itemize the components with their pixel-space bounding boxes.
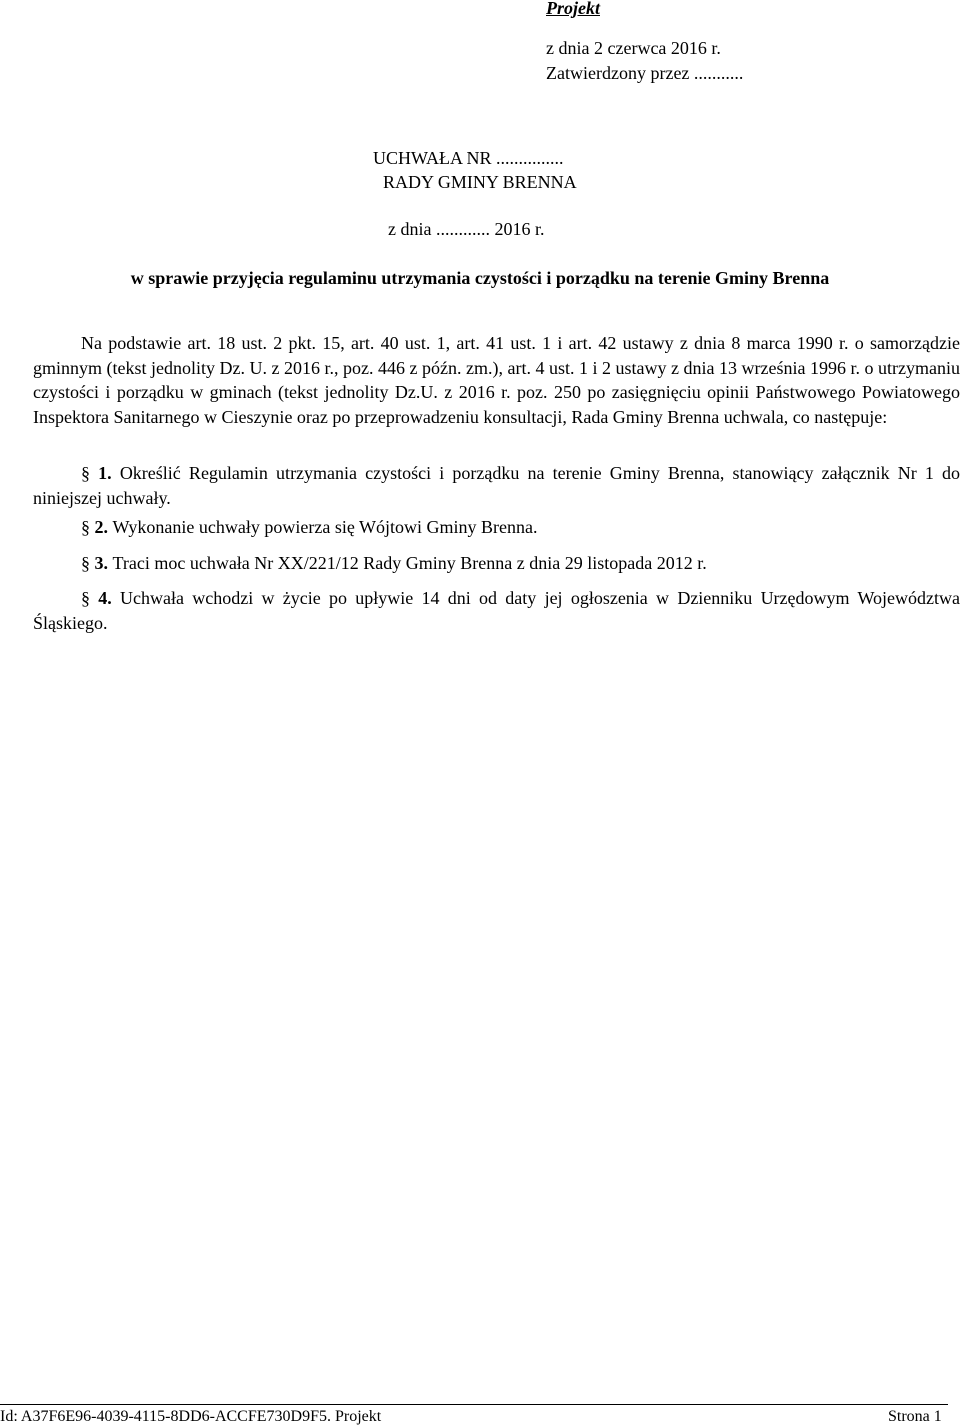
draft-date: z dnia 2 czerwca 2016 r.: [546, 38, 721, 58]
section-sign: §: [81, 588, 90, 608]
approved-by: Zatwierdzony przez ...........: [546, 63, 744, 83]
section-3: [33, 551, 960, 576]
section-sign: §: [81, 553, 90, 573]
preamble: [33, 331, 960, 429]
section-text: Określić Regulamin utrzymania czystości i porządku na terenie Gminy Brenna, stanowiący załącznik Nr 1 do niniejszej uchwały.: [33, 463, 960, 508]
resolution-subject: w sprawie przyjęcia regulaminu utrzymania czystości i porządku na terenie Gminy Brenna: [130, 268, 830, 288]
section-text: Traci moc uchwała Nr XX/221/12 Rady Gminy Brenna z dnia 29 listopada 2012 r.: [112, 553, 707, 573]
section-number: 2.: [94, 517, 108, 537]
footer-divider: [0, 1404, 948, 1405]
resolution-number: UCHWAŁA NR ...............: [373, 148, 564, 168]
page-number: Strona 1: [888, 1408, 942, 1425]
section-1: [33, 461, 960, 510]
document-id: Id: A37F6E96-4039-4115-8DD6-ACCFE730D9F5. Projekt: [0, 1408, 382, 1425]
section-sign: §: [81, 463, 90, 483]
section-4: [33, 586, 960, 635]
section-number: 3.: [94, 553, 108, 573]
projekt-label: Projekt: [546, 0, 600, 18]
section-number: 1.: [98, 463, 112, 483]
preamble-text: Na podstawie art. 18 ust. 2 pkt. 15, art. 40 ust. 1, art. 41 ust. 1 i art. 42 ustawy z dnia 8 marca 1990 r. o samorządzie gminnym (tekst jednolity Dz. U. z 2016 r., poz. 446 z późn. zm.), art. 4 ust. 1 i 2 ustawy z dnia 13 września 1996 r. o utrzymaniu czystości i porządku w gminach (tekst jednolity Dz.U. z 2016 r. poz. 250 po zasięgnięciu opinii Państwowego Powiatowego Inspektora Sanitarnego w Cieszynie oraz po przeprowadzeniu konsultacji, Rada Gminy Brenna uchwala, co następuje:: [33, 333, 960, 427]
section-2: [33, 515, 960, 540]
section-text: Wykonanie uchwały powierza się Wójtowi Gminy Brenna.: [112, 517, 538, 537]
section-number: 4.: [98, 588, 112, 608]
council-name: RADY GMINY BRENNA: [383, 172, 577, 192]
section-text: Uchwała wchodzi w życie po upływie 14 dni od daty jej ogłoszenia w Dzienniku Urzędowym Województwa Śląskiego.: [33, 588, 960, 633]
section-sign: §: [81, 517, 90, 537]
resolution-date: z dnia ............ 2016 r.: [388, 219, 545, 239]
